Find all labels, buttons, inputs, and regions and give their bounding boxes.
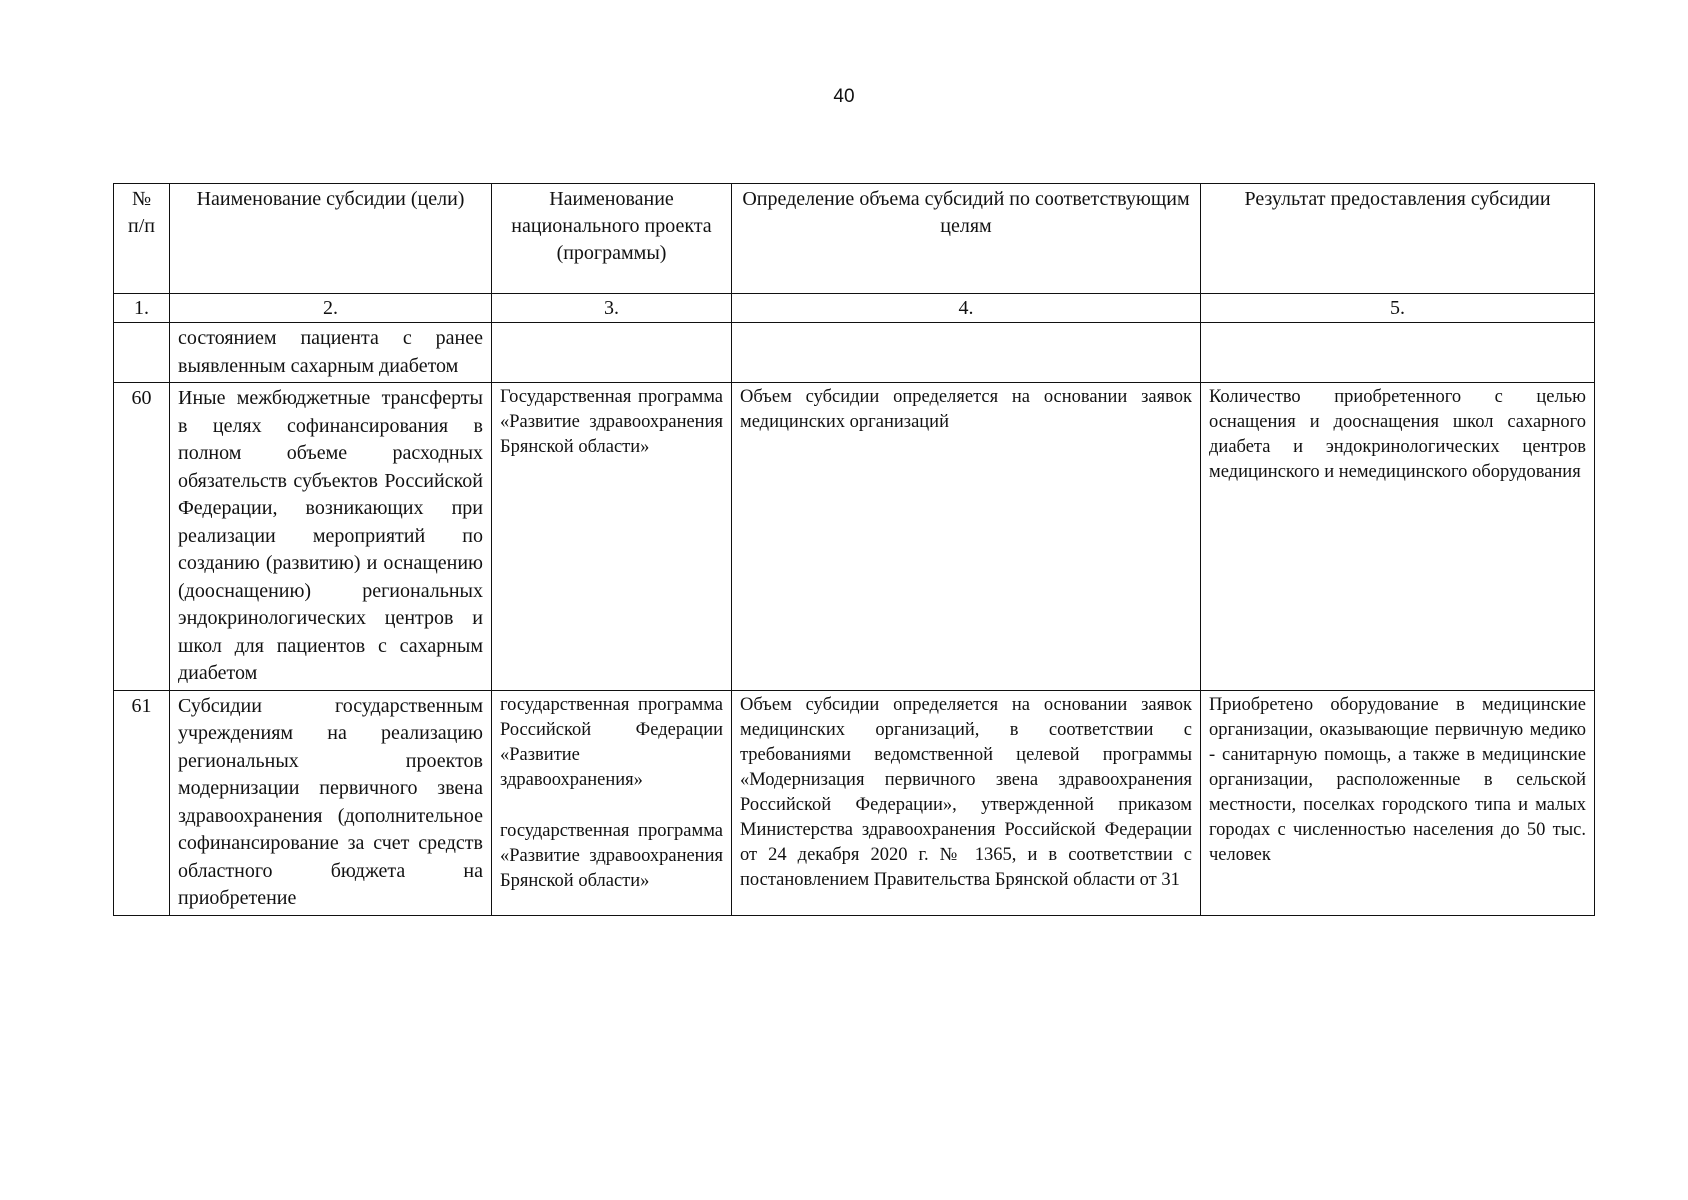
volume-definition: Объем субсидии определяется на основании заявок медицинских организаций, в соответствии с требованиями ведомственной целевой программы «Модернизация первичного звена здравоохранения Российской Федерации», утвержденной приказом Министерства здравоохранения Российской Федерации от 24 декабря 2020 г. № 1365, и в соответствии с постановлением Правительства Брянской области от 31 bbox=[732, 690, 1201, 915]
row-number: 61 bbox=[114, 690, 170, 915]
table-row bbox=[114, 323, 1595, 383]
table-row bbox=[114, 690, 1595, 915]
subsidy-name: Иные межбюджетные трансферты в целях софинансирования в полном объеме расходных обязательств субъектов Российской Федерации, возникающих при реализации мероприятий по созданию (развитию) и оснащению (дооснащению) региональных эндокринологических центров и школ для пациентов с сахарным диабетом bbox=[170, 383, 492, 691]
row-number bbox=[114, 323, 170, 383]
table-row bbox=[114, 383, 1595, 691]
row-number: 60 bbox=[114, 383, 170, 691]
subsidy-name: Субсидии государственным учреждениям на реализацию региональных проектов модернизации первичного звена здравоохранения (дополнительное софинансирование за счет средств областного бюджета на приобретение bbox=[170, 690, 492, 915]
subsidy-result: Приобретено оборудование в медицинские организации, оказывающие первичную медико - санитарную помощь, а также в медицинские организации, расположенные в сельской местности, поселках городского типа и малых городах с численностью населения до 50 тыс. человек bbox=[1201, 690, 1595, 915]
column-number: 4. bbox=[732, 294, 1201, 323]
national-project: государственная программа Российской Федерации «Развитие здравоохранения» bbox=[500, 694, 723, 790]
header-subsidy-name: Наименование субсидии (цели) bbox=[170, 184, 492, 294]
volume-definition bbox=[732, 323, 1201, 383]
national-project-cell bbox=[492, 690, 732, 915]
national-project: Государственная программа «Развитие здравоохранения Брянской области» bbox=[492, 383, 732, 691]
header-row bbox=[114, 184, 1595, 294]
page-number: 40 bbox=[833, 86, 855, 107]
header-national-project: Наименование национального проекта (программы) bbox=[492, 184, 732, 294]
subsidy-result: Количество приобретенного с целью оснащения и дооснащения школ сахарного диабета и эндокринологических центров медицинского и немедицинского оборудования bbox=[1201, 383, 1595, 691]
column-number-row bbox=[114, 294, 1595, 323]
subsidy-table bbox=[113, 183, 1595, 916]
volume-definition: Объем субсидии определяется на основании заявок медицинских организаций bbox=[732, 383, 1201, 691]
column-number: 5. bbox=[1201, 294, 1595, 323]
header-volume-definition: Определение объема субсидий по соответствующим целям bbox=[732, 184, 1201, 294]
subsidy-result bbox=[1201, 323, 1595, 383]
spacer bbox=[500, 793, 723, 819]
national-project bbox=[492, 323, 732, 383]
header-number: № п/п bbox=[114, 184, 170, 294]
column-number: 2. bbox=[170, 294, 492, 323]
column-number: 1. bbox=[114, 294, 170, 323]
header-result: Результат предоставления субсидии bbox=[1201, 184, 1595, 294]
column-number: 3. bbox=[492, 294, 732, 323]
subsidy-name: состоянием пациента с ранее выявленным сахарным диабетом bbox=[170, 323, 492, 383]
national-project: государственная программа «Развитие здравоохранения Брянской области» bbox=[500, 820, 723, 891]
